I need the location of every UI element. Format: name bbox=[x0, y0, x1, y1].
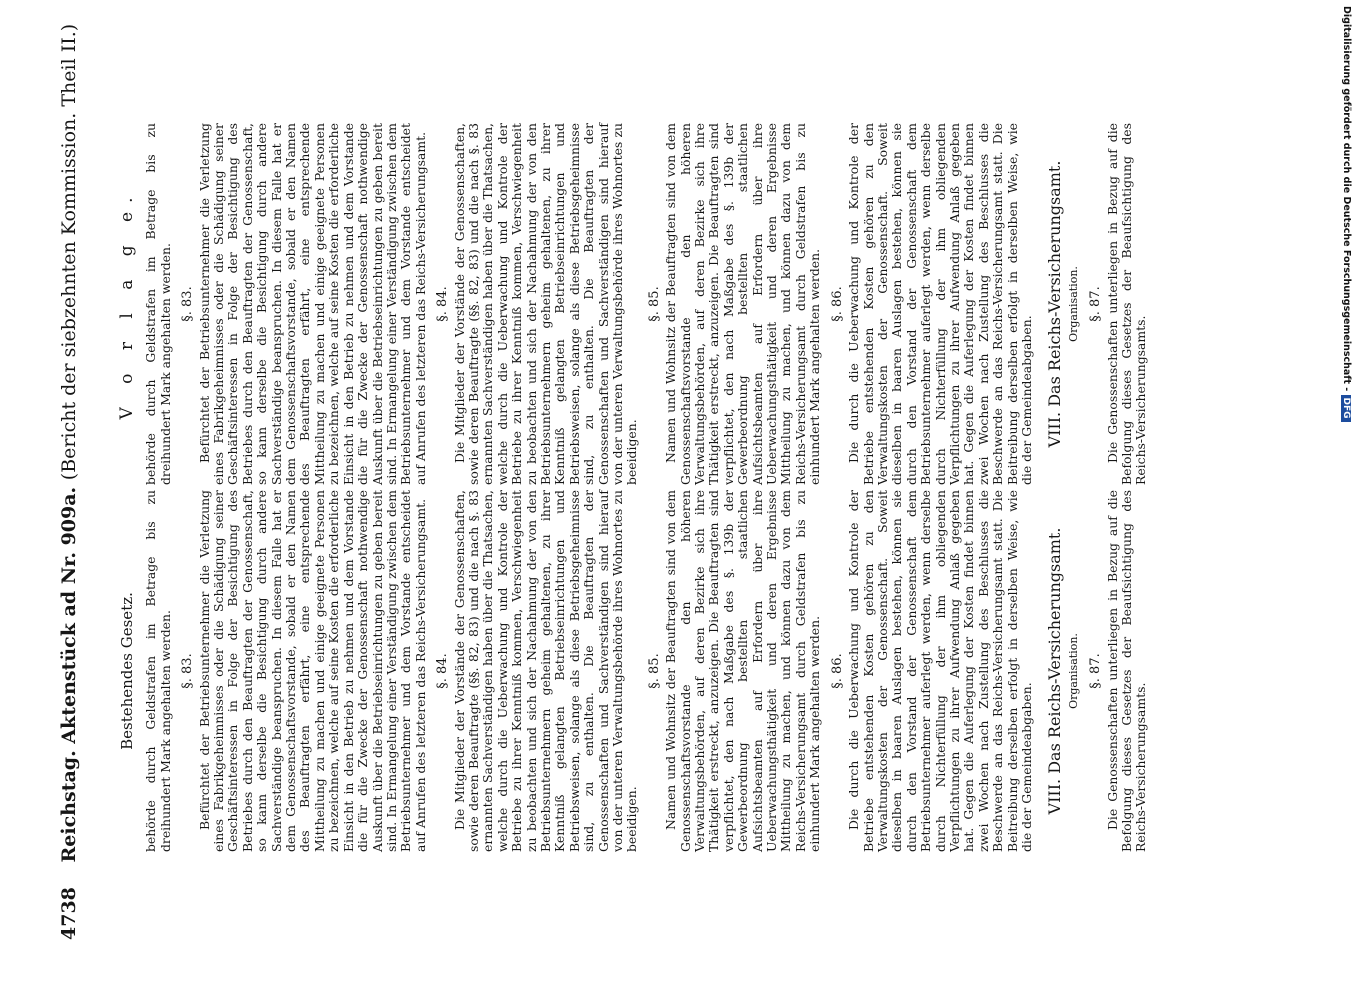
section-text: Befürchtet der Betriebsunternehmer die Verletzung eines Fabrikgeheimnisses oder die Schädigung seiner Geschäftsinteressen in Folge der Besichtigung des Betriebes durch den Beauftragten der Genossenschaft, so kann derselbe die Besichtigung durch andere Sachverständige beanspruchen. In diesem Falle hat er dem Genossenschaftsvorstande, sobald er den Namen des Beauftragten erfährt, eine entsprechende Mittheilung zu machen und einige geeignete Personen zu bezeichnen, welche auf seine Kosten die erforderliche Einsicht in den Betrieb zu nehmen und dem Vorstande die für die Zwecke der Genossenschaft nothwendige Auskunft über die Betriebseinrichtungen zu geben bereit sind. In Ermangelung einer Verständigung zwischen dem Betriebsunternehmer und dem Vorstande entscheidet auf Anrufen des letzteren das Reichs-Versicherungsamt. bbox=[196, 490, 428, 852]
section-text: Die Mitglieder der Vorstände der Genossenschaften, sowie deren Beauftragte (§§. 82, 83) und die nach §. 83 ernannten Sachverständigen haben über die Thatsachen, welche durch die Ueberwachung und Kontrole der Betriebe zu ihrer Kenntniß kommen, Verschwiegenheit zu beobachten und sich der Nachahmung der von den Betriebsunternehmern geheim gehaltenen, zu ihrer Kenntniß gelangten Betriebseinrichtungen und Betriebsweisen, solange als diese Betriebsgeheimnisse sind, zu enthalten. Die Beauftragten der Genossenschaften und Sachverständigen sind hierauf von der unteren Verwaltungsbehörde ihres Wohnortes zu beeidigen. bbox=[451, 123, 640, 485]
section-label: §. 84. bbox=[435, 653, 451, 689]
chapter-heading: VIII. Das Reichs-Versicherungsamt. bbox=[1045, 160, 1065, 448]
section-text: Namen und Wohnsitz der Beauftragten sind von dem Genossenschaftsvorstande den höheren Verwaltungsbehörden, auf deren Bezirke sich ihre Thätigkeit erstreckt, anzuzeigen. Die Beauftragten sind verpflichtet, den nach Maßgabe des §. 139b der Gewerbeordnung bestellten staatlichen Aufsichtsbeamten auf Erfordern über ihre Ueberwachungsthätigkeit und deren Ergebnisse Mittheilung zu machen, und können dazu von dem Reichs-Versicherungsamt durch Geldstrafen bis zu einhundert Mark angehalten werden. bbox=[663, 123, 823, 485]
digitization-note bbox=[1336, 6, 1352, 996]
section-text: Die Mitglieder der Vorstände der Genossenschaften, sowie deren Beauftragte (§§. 82, 83) und die nach §. 83 ernannten Sachverständigen haben über die Thatsachen, welche durch die Ueberwachung und Kontrole der Betriebe zu ihrer Kenntniß kommen, Verschwiegenheit zu beobachten und sich der Nachahmung der von den Betriebsunternehmern geheim gehaltenen, zu ihrer Kenntniß gelangten Betriebseinrichtungen und Betriebsweisen, solange als diese Betriebsgeheimnisse sind, zu enthalten. Die Beauftragten der Genossenschaften und Sachverständigen sind hierauf von der unteren Verwaltungsbehörde ihres Wohnortes zu beeidigen. bbox=[451, 490, 640, 852]
section-label: §. 85. bbox=[646, 286, 662, 322]
running-head bbox=[58, 23, 80, 940]
intro-text: behörde durch Geldstrafen im Betrage bis zu dreihundert Mark angehalten werden. bbox=[143, 123, 173, 485]
section-label: §. 83. bbox=[180, 286, 196, 322]
right-column bbox=[117, 123, 1152, 485]
section-text: Die durch die Ueberwachung und Kontrole der Betriebe entstehenden Kosten gehören zu den Verwaltungskosten der Genossenschaft. Soweit dieselben in baaren Auslagen bestehen, können sie durch den Vorstand der Genossenschaft dem Betriebsunternehmer auferlegt werden, wenn derselbe durch Nichterfüllung der ihm obliegenden Verpflichtungen zu ihrer Aufwendung Anlaß gegeben hat. Gegen die Auferlegung der Kosten findet binnen zwei Wochen nach Zustellung des Beschlusses die Beschwerde an das Reichs-Versicherungsamt statt. Die Beitreibung derselben erfolgt in derselben Weise, wie die der Gemeindeabgaben. bbox=[846, 123, 1034, 485]
intro-text: behörde durch Geldstrafen im Betrage bis zu dreihundert Mark angehalten werden. bbox=[143, 490, 173, 852]
running-head-subtitle: (Bericht der siebzehnten Kommission. Theil II.) bbox=[58, 23, 80, 481]
column-heading: Bestehendes Gesetz. bbox=[118, 592, 136, 750]
section-text: Die durch die Ueberwachung und Kontrole der Betriebe entstehenden Kosten gehören zu den Verwaltungskosten der Genossenschaft. Soweit dieselben in baaren Auslagen bestehen, können sie durch den Vorstand der Genossenschaft dem Betriebsunternehmer auferlegt werden, wenn derselbe durch Nichterfüllung der ihm obliegenden Verpflichtungen zu ihrer Aufwendung Anlaß gegeben hat. Gegen die Auferlegung der Kosten findet binnen zwei Wochen nach Zustellung des Beschlusses die Beschwerde an das Reichs-Versicherungsamt statt. Die Beitreibung derselben erfolgt in derselben Weise, wie die der Gemeindeabgaben. bbox=[846, 490, 1034, 852]
section-label: §. 83. bbox=[180, 653, 196, 689]
column-heading: V o r l a g e. bbox=[117, 188, 137, 420]
dfg-logo: DFG bbox=[1341, 395, 1351, 422]
section-text: Die Genossenschaften unterliegen in Bezug auf die Befolgung dieses Gesetzes der Beaufsichtigung des Reichs-Versicherungsamts. bbox=[1104, 490, 1149, 852]
section-text: Die Genossenschaften unterliegen in Bezug auf die Befolgung dieses Gesetzes der Beaufsichtigung des Reichs-Versicherungsamts. bbox=[1104, 123, 1149, 485]
section-label: §. 86. bbox=[829, 286, 845, 322]
section-label: §. 84. bbox=[435, 286, 451, 322]
section-label: §. 87. bbox=[1088, 286, 1104, 322]
left-column bbox=[120, 490, 1152, 852]
section-label: §. 86. bbox=[829, 653, 845, 689]
digitization-text: Digitalisierung gefördert durch die Deutsche Forschungsgemeinschaft - bbox=[1341, 6, 1352, 392]
section-label: §. 85. bbox=[646, 653, 662, 689]
section-label: §. 87. bbox=[1088, 653, 1104, 689]
chapter-subheading: Organisation. bbox=[1066, 266, 1080, 342]
page-number: 4738 bbox=[58, 887, 80, 940]
section-text: Befürchtet der Betriebsunternehmer die Verletzung eines Fabrikgeheimnisses oder die Schädigung seiner Geschäftsinteressen in Folge der Besichtigung des Betriebes durch den Beauftragten der Genossenschaft, so kann derselbe die Besichtigung durch andere Sachverständige beanspruchen. In diesem Falle hat er dem Genossenschaftsvorstande, sobald er den Namen des Beauftragten erfährt, eine entsprechende Mittheilung zu machen und einige geeignete Personen zu bezeichnen, welche auf seine Kosten die erforderliche Einsicht in den Betrieb zu nehmen und dem Vorstande die für die Zwecke der Genossenschaft nothwendige Auskunft über die Betriebseinrichtungen zu geben bereit sind. In Ermangelung einer Verständigung zwischen dem Betriebsunternehmer und dem Vorstande entscheidet auf Anrufen des letzteren das Reichs-Versicherungsamt. bbox=[196, 123, 428, 485]
chapter-subheading: Organisation. bbox=[1066, 633, 1080, 709]
chapter-heading: VIII. Das Reichs-Versicherungsamt. bbox=[1045, 527, 1065, 815]
section-text: Namen und Wohnsitz der Beauftragten sind von dem Genossenschaftsvorstande den höheren Verwaltungsbehörden, auf deren Bezirke sich ihre Thätigkeit erstreckt, anzuzeigen. Die Beauftragten sind verpflichtet, den nach Maßgabe des §. 139b der Gewerbeordnung bestellten staatlichen Aufsichtsbeamten auf Erfordern über ihre Ueberwachungsthätigkeit und deren Ergebnisse Mittheilung zu machen, und können dazu von dem Reichs-Versicherungsamt durch Geldstrafen bis zu einhundert Mark angehalten werden. bbox=[663, 490, 823, 852]
running-head-title: Reichstag. Aktenstück ad Nr. 909a. bbox=[58, 486, 80, 863]
